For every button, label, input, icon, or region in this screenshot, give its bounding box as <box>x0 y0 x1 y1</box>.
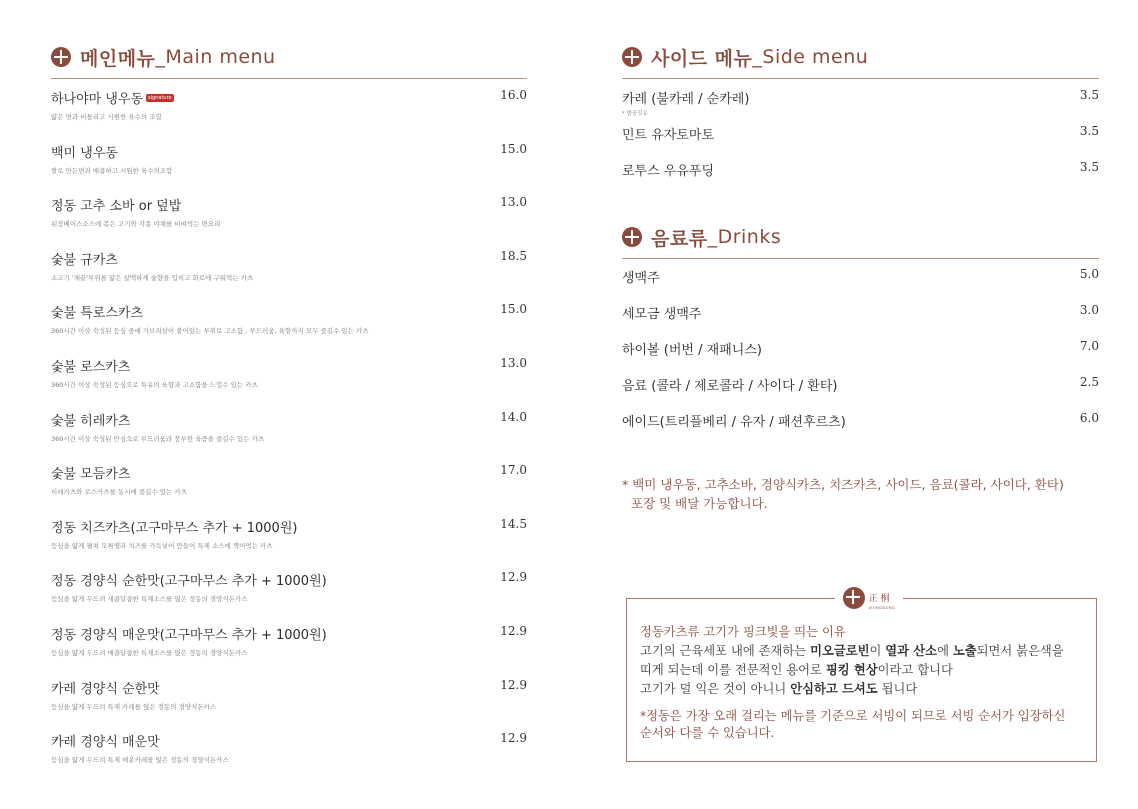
menu-item-desc: 등심을 얇게 두드려 매콤달콤한 특제소스를 얹은 정동의 경양식돈카스 <box>51 649 248 657</box>
menu-item-name-text: 숯불 모듬카츠 <box>51 467 131 483</box>
info-serving-note-line1: *정동은 가장 오래 걸리는 메뉴를 기준으로 서빙이 되므로 서빙 순서가 입장하신 <box>640 709 1066 723</box>
info-heading: 정동카츠류 고기가 핑크빛을 띄는 이유 <box>640 625 846 639</box>
side-menu-title: 사이드 메뉴 <box>651 47 753 70</box>
info-box-logo <box>835 587 903 609</box>
menu-item <box>51 356 527 389</box>
menu-item-name <box>51 302 527 321</box>
menu-item-name <box>51 195 527 214</box>
side-item-name: 카레 (불카레 / 순카레) <box>622 92 750 107</box>
info-line2: 띠게 되는데 이를 전문적인 용어로 핑킹 현상이라고 합니다 <box>640 663 953 677</box>
menu-item-desc: 360시간 이상 숙성된 안심으로 부드러움과 풍부한 육즙을 즐길수 있는 카츠 <box>51 434 265 443</box>
section-divider <box>51 78 527 79</box>
menu-item-name <box>51 142 527 161</box>
menu-item-desc: 등심을 얇게 두드려 새콤달콤한 특제소스를 얹은 정동의 경양식돈카스 <box>51 595 248 604</box>
brand-logo-icon <box>51 47 71 67</box>
drink-item-price: 7.0 <box>1079 339 1099 353</box>
menu-item-price: 13.0 <box>500 195 527 210</box>
drink-item-price: 2.5 <box>1079 375 1099 389</box>
menu-item-desc: 등심을 얇게 두드려 특제 매운카레를 얹은 정동의 경양식돈카스 <box>51 756 229 765</box>
brand-logo-icon <box>843 587 865 609</box>
menu-item-name <box>51 356 527 375</box>
menu-item-price: 16.0 <box>500 88 527 102</box>
menu-item-name <box>51 678 527 697</box>
menu-item <box>51 517 527 550</box>
menu-item-price: 18.5 <box>500 248 527 263</box>
menu-item-desc: 360시간 이상 숙성된 등심으로 특유의 육향과 고소함을 느낄수 있는 카츠 <box>51 381 258 389</box>
drink-item <box>622 375 1099 394</box>
main-menu-subtitle: _Main menu <box>155 46 276 68</box>
info-body <box>640 623 1090 742</box>
drink-item <box>622 411 1099 430</box>
side-item-name: 민트 유자토마토 <box>622 128 715 143</box>
info-line3: 고기가 덜 익은 것이 아니니 안심하고 드셔도 됩니다 <box>640 682 918 696</box>
menu-item-name <box>51 731 527 750</box>
takeout-note <box>622 475 1064 513</box>
drinks-header <box>622 224 1099 250</box>
drink-item-price: 6.0 <box>1079 411 1099 425</box>
menu-item-price: 14.5 <box>500 516 527 531</box>
menu-item <box>51 678 527 711</box>
side-menu-header <box>622 44 1099 70</box>
side-item-price: 3.5 <box>1079 124 1099 138</box>
drink-item-name: 생맥주 <box>622 271 660 286</box>
info-serving-note-line2: 순서와 다를 수 있습니다. <box>640 726 775 740</box>
menu-item-name-text: 카레 경양식 순한맛 <box>51 681 160 697</box>
side-item-price: 3.5 <box>1079 88 1099 102</box>
drink-item-price: 5.0 <box>1079 267 1099 281</box>
menu-item-name-text: 정동 고추 소바 or 덮밥 <box>51 199 182 215</box>
drink-item <box>622 267 1099 286</box>
menu-item-name-text: 백미 냉우동 <box>51 145 118 161</box>
info-line1: 고기의 근육세포 내에 존재하는 미오글로빈이 열과 산소에 노출되면서 붉은색을 <box>640 644 1064 658</box>
drink-item <box>622 303 1099 322</box>
menu-item-name-text: 정동 경양식 매운맛(고구마무스 추가 + 1000원) <box>51 628 327 643</box>
drink-item-name: 에이드(트리플베리 / 유자 / 패션후르츠) <box>622 415 846 430</box>
side-item-name: 로투스 우유푸딩 <box>622 164 715 179</box>
menu-item-price: 15.0 <box>500 302 527 317</box>
drinks-subtitle: _Drinks <box>707 226 782 248</box>
menu-item <box>51 302 527 335</box>
menu-item-price: 12.9 <box>500 570 527 585</box>
menu-item-desc: 소고기 '채끝'부위를 얇은 살맥하게 숯향을 입히고 화로에 구워먹는 카츠 <box>51 273 254 282</box>
brand-logo-icon <box>622 227 642 247</box>
menu-item-desc: 히레카츠와 로스카츠를 동시에 즐길수 있는 카츠 <box>51 488 187 497</box>
side-menu-subtitle: _Side menu <box>752 46 869 68</box>
side-item-price: 3.5 <box>1079 160 1099 174</box>
menu-item-name <box>51 624 527 643</box>
brand-logo-icon <box>622 47 642 67</box>
menu-item-name-text: 정동 치즈카츠(고구마무스 추가 + 1000원) <box>51 520 298 536</box>
menu-item-name-text: 숯불 로스카츠 <box>51 360 131 375</box>
menu-item <box>51 88 527 121</box>
menu-item-desc: 얇은 면과 비틀리고 시원한 육수의 조합 <box>51 113 162 121</box>
takeout-note-line1: * 백미 냉우동, 고추소바, 경양식카츠, 치즈카츠, 사이드, 음료(콜라, 사이다, 환타) <box>622 477 1064 492</box>
side-item-desc: * 밥공깃유 <box>622 111 648 117</box>
logo-text: 正 桐 <box>868 594 890 604</box>
section-divider <box>622 258 1099 259</box>
menu-item <box>51 249 527 282</box>
menu-item-desc: 된장베이스소스에 볶은 고기와 각종 야채를 비벼먹는 면요리 <box>51 220 221 229</box>
menu-item-price: 13.0 <box>500 356 527 370</box>
menu-item-name <box>51 410 527 429</box>
drinks-title: 음료류 <box>651 227 708 250</box>
menu-item-price: 17.0 <box>500 463 527 478</box>
drink-item-price: 3.0 <box>1079 303 1099 317</box>
menu-item-desc: 등심을 얇게 펼쳐 모짜렐라 치즈를 가득넣어 만들어 특제 소스에 찍어먹는 카츠 <box>51 541 273 550</box>
menu-item-price: 12.9 <box>500 624 527 638</box>
side-item <box>622 160 1099 179</box>
menu-item-name-text: 숯불 규카츠 <box>51 252 118 268</box>
drink-item <box>622 339 1099 358</box>
main-menu-title: 메인메뉴 <box>80 47 156 70</box>
drink-item-name: 하이볼 (버번 / 재패니스) <box>622 343 762 358</box>
menu-item <box>51 410 527 443</box>
menu-item-name-text: 카레 경양식 매운맛 <box>51 735 160 751</box>
menu-item <box>51 142 527 175</box>
logo-small-text: JEONGDONG <box>868 606 896 610</box>
menu-item-name <box>51 249 527 268</box>
menu-item-name-text: 정동 경양식 순한맛(고구마무스 추가 + 1000원) <box>51 574 327 590</box>
menu-item-name <box>51 570 527 589</box>
menu-item <box>51 463 527 496</box>
menu-item <box>51 195 527 228</box>
menu-item-desc: 등심을 얇게 두드려 특제 카레를 얹은 정동의 경양식돈카스 <box>51 702 217 711</box>
menu-item-name <box>51 88 527 107</box>
menu-item-desc: 360시간 이상 숙성된 등심 중에 가브리살이 붙어있는 부위로 고소함 , 부드러움, 육향까지 모두 즐길수 있는 카츠 <box>51 327 369 336</box>
menu-item <box>51 731 527 764</box>
menu-item <box>51 624 527 657</box>
side-item <box>622 124 1099 143</box>
menu-item-name-text: 하나야마 냉우동 <box>51 92 144 107</box>
menu-item <box>51 570 527 603</box>
menu-item-price: 12.9 <box>500 677 527 692</box>
menu-item-price: 12.9 <box>500 731 527 746</box>
menu-item-desc: 쌀로 만든면과 매콤하고 시원한 육수의조합 <box>51 166 173 175</box>
signature-badge: signature <box>148 94 172 101</box>
menu-item-name <box>51 463 527 482</box>
drink-item-name: 세모금 생맥주 <box>622 307 702 322</box>
menu-item-name-text: 숯불 히레카츠 <box>51 413 131 429</box>
main-menu-header <box>51 44 527 70</box>
menu-item-price: 15.0 <box>500 141 527 156</box>
takeout-note-line2: 포장 및 배달 가능합니다. <box>631 496 768 511</box>
side-item <box>622 88 1099 117</box>
menu-item-price: 14.0 <box>500 409 527 424</box>
drink-item-name: 음료 (콜라 / 제로콜라 / 사이다 / 환타) <box>622 379 838 394</box>
section-divider <box>622 78 1099 79</box>
menu-item-name <box>51 517 527 536</box>
menu-item-name-text: 숯불 특로스카츠 <box>51 306 144 322</box>
